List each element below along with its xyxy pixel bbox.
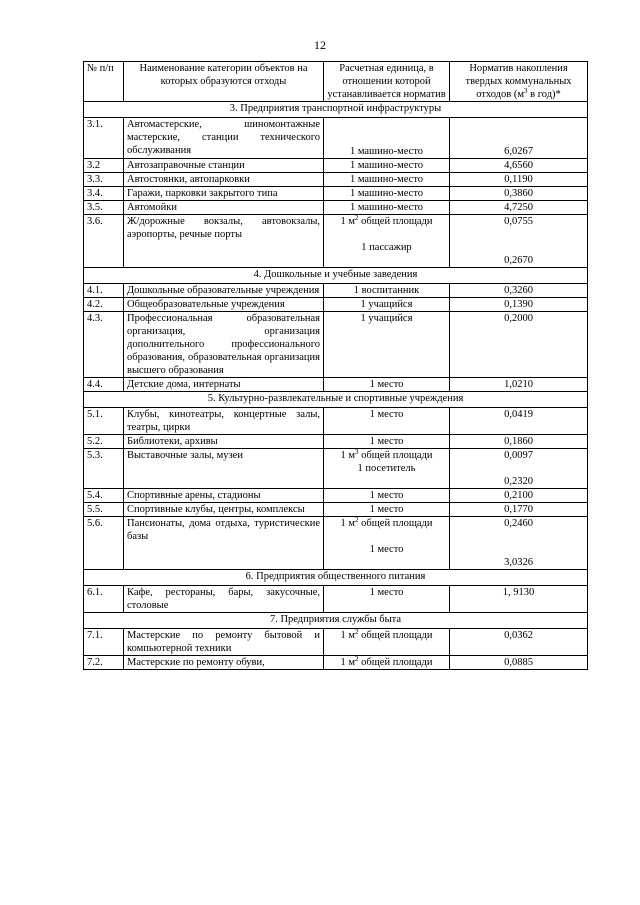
row-name: Дошкольные образовательные учреждения <box>124 284 324 298</box>
row-unit: 1 машино-место <box>324 173 450 187</box>
row-number: 4.4. <box>84 378 124 392</box>
row-number: 5.2. <box>84 435 124 449</box>
table-row <box>84 298 588 312</box>
row-number: 3.5. <box>84 201 124 215</box>
header-norm: Норматив накопления твердых коммунальных отходов ($м^3$ в год)* <box>450 62 588 102</box>
section-row <box>84 102 588 118</box>
row-value: 6,0267 <box>450 118 588 159</box>
row-unit: 1 место <box>324 435 450 449</box>
row-number: 3.6. <box>84 215 124 268</box>
row-number: 3.4. <box>84 187 124 201</box>
row-unit: 1 $м^3$ общей площади 1 посетитель <box>324 449 450 489</box>
row-name: Мастерские по ремонту бытовой и компьютерной техники <box>124 629 324 656</box>
table-row <box>84 408 588 435</box>
row-unit: 1 место <box>324 586 450 613</box>
row-value: 0,2100 <box>450 489 588 503</box>
row-name: Автомастерские, шиномонтажные мастерские, станции технического обслуживания <box>124 118 324 159</box>
header-num: № п/п <box>84 62 124 102</box>
section-5-title: 5. Культурно-развлекательные и спортивные учреждения <box>84 392 588 408</box>
row-value: 0,0755 0,2670 <box>450 215 588 268</box>
table-row <box>84 201 588 215</box>
row-unit: 1 место <box>324 489 450 503</box>
section-4-title: 4. Дошкольные и учебные заведения <box>84 268 588 284</box>
table-row <box>84 159 588 173</box>
row-unit: 1 машино-место <box>324 118 450 159</box>
row-name: Ж/дорожные вокзалы, автовокзалы, аэропорты, речные порты <box>124 215 324 268</box>
table-row <box>84 586 588 613</box>
row-value: 0,1190 <box>450 173 588 187</box>
row-unit: 1 машино-место <box>324 201 450 215</box>
section-row <box>84 392 588 408</box>
row-number: 5.3. <box>84 449 124 489</box>
section-3-title: 3. Предприятия транспортной инфраструктуры <box>84 102 588 118</box>
table-row <box>84 378 588 392</box>
section-7-title: 7. Предприятия службы быта <box>84 613 588 629</box>
row-name: Автомойки <box>124 201 324 215</box>
row-unit: 1 учащийся <box>324 298 450 312</box>
table-row <box>84 312 588 378</box>
header-name: Наименование категории объектов на которых образуются отходы <box>124 62 324 102</box>
row-value: 0,0362 <box>450 629 588 656</box>
row-number: 7.2. <box>84 656 124 670</box>
row-unit: 1 $м^2$ общей площади 1 место <box>324 517 450 570</box>
row-number: 5.5. <box>84 503 124 517</box>
table-row <box>84 503 588 517</box>
row-name: Мастерские по ремонту обуви, <box>124 656 324 670</box>
table-row <box>84 215 588 268</box>
row-value: 0,0885 <box>450 656 588 670</box>
row-number: 5.1. <box>84 408 124 435</box>
table-row <box>84 435 588 449</box>
row-name: Кафе, рестораны, бары, закусочные, столовые <box>124 586 324 613</box>
row-unit: 1 место <box>324 503 450 517</box>
row-name: Профессиональная образовательная организация, организация дополнительного профессионального образования, образовательная организация высшего образования <box>124 312 324 378</box>
header-unit: Расчетная единица, в отношении которой устанавливается норматив <box>324 62 450 102</box>
row-number: 4.3. <box>84 312 124 378</box>
row-value: 0,0419 <box>450 408 588 435</box>
section-row <box>84 268 588 284</box>
row-name: Автозаправочные станции <box>124 159 324 173</box>
row-unit: 1 воспитанник <box>324 284 450 298</box>
table-row <box>84 118 588 159</box>
row-number: 3.1. <box>84 118 124 159</box>
row-unit: 1 $м^2$ общей площади <box>324 656 450 670</box>
row-number: 4.1. <box>84 284 124 298</box>
table-row <box>84 173 588 187</box>
row-number: 3.2 <box>84 159 124 173</box>
row-unit: 1 учащийся <box>324 312 450 378</box>
row-name: Общеобразовательные учреждения <box>124 298 324 312</box>
row-number: 3.3. <box>84 173 124 187</box>
row-value: 0,0097 0,2320 <box>450 449 588 489</box>
row-unit: 1 $м^2$ общей площади 1 пассажир <box>324 215 450 268</box>
row-value: 1, 9130 <box>450 586 588 613</box>
row-value: 4,7250 <box>450 201 588 215</box>
table-row <box>84 449 588 489</box>
table-row <box>84 489 588 503</box>
row-value: 0,2460 3,0326 <box>450 517 588 570</box>
row-unit: 1 место <box>324 378 450 392</box>
row-value: 4,6560 <box>450 159 588 173</box>
row-name: Библиотеки, архивы <box>124 435 324 449</box>
row-value: 1,0210 <box>450 378 588 392</box>
row-value: 0,2000 <box>450 312 588 378</box>
row-name: Пансионаты, дома отдыха, туристические базы <box>124 517 324 570</box>
row-number: 4.2. <box>84 298 124 312</box>
row-unit: 1 $м^2$ общей площади <box>324 629 450 656</box>
row-name: Детские дома, интернаты <box>124 378 324 392</box>
row-name: Гаражи, парковки закрытого типа <box>124 187 324 201</box>
row-name: Автостоянки, автопарковки <box>124 173 324 187</box>
table-row <box>84 284 588 298</box>
row-unit: 1 машино-место <box>324 159 450 173</box>
waste-norms-table <box>83 61 588 670</box>
row-unit: 1 машино-место <box>324 187 450 201</box>
table-row <box>84 656 588 670</box>
row-number: 7.1. <box>84 629 124 656</box>
row-value: 0,1860 <box>450 435 588 449</box>
table-row <box>84 187 588 201</box>
row-name: Клубы, кинотеатры, концертные залы, театры, цирки <box>124 408 324 435</box>
table-header-row <box>84 62 588 102</box>
section-row <box>84 570 588 586</box>
row-number: 5.4. <box>84 489 124 503</box>
section-row <box>84 613 588 629</box>
row-number: 6.1. <box>84 586 124 613</box>
row-value: 0,3860 <box>450 187 588 201</box>
row-name: Спортивные арены, стадионы <box>124 489 324 503</box>
table-row <box>84 629 588 656</box>
row-name: Выставочные залы, музеи <box>124 449 324 489</box>
row-value: 0,1390 <box>450 298 588 312</box>
page-number: 12 <box>314 38 326 52</box>
row-value: 0,3260 <box>450 284 588 298</box>
row-name: Спортивные клубы, центры, комплексы <box>124 503 324 517</box>
row-unit: 1 место <box>324 408 450 435</box>
section-6-title: 6. Предприятия общественного питания <box>84 570 588 586</box>
row-number: 5.6. <box>84 517 124 570</box>
table-row <box>84 517 588 570</box>
row-value: 0,1770 <box>450 503 588 517</box>
